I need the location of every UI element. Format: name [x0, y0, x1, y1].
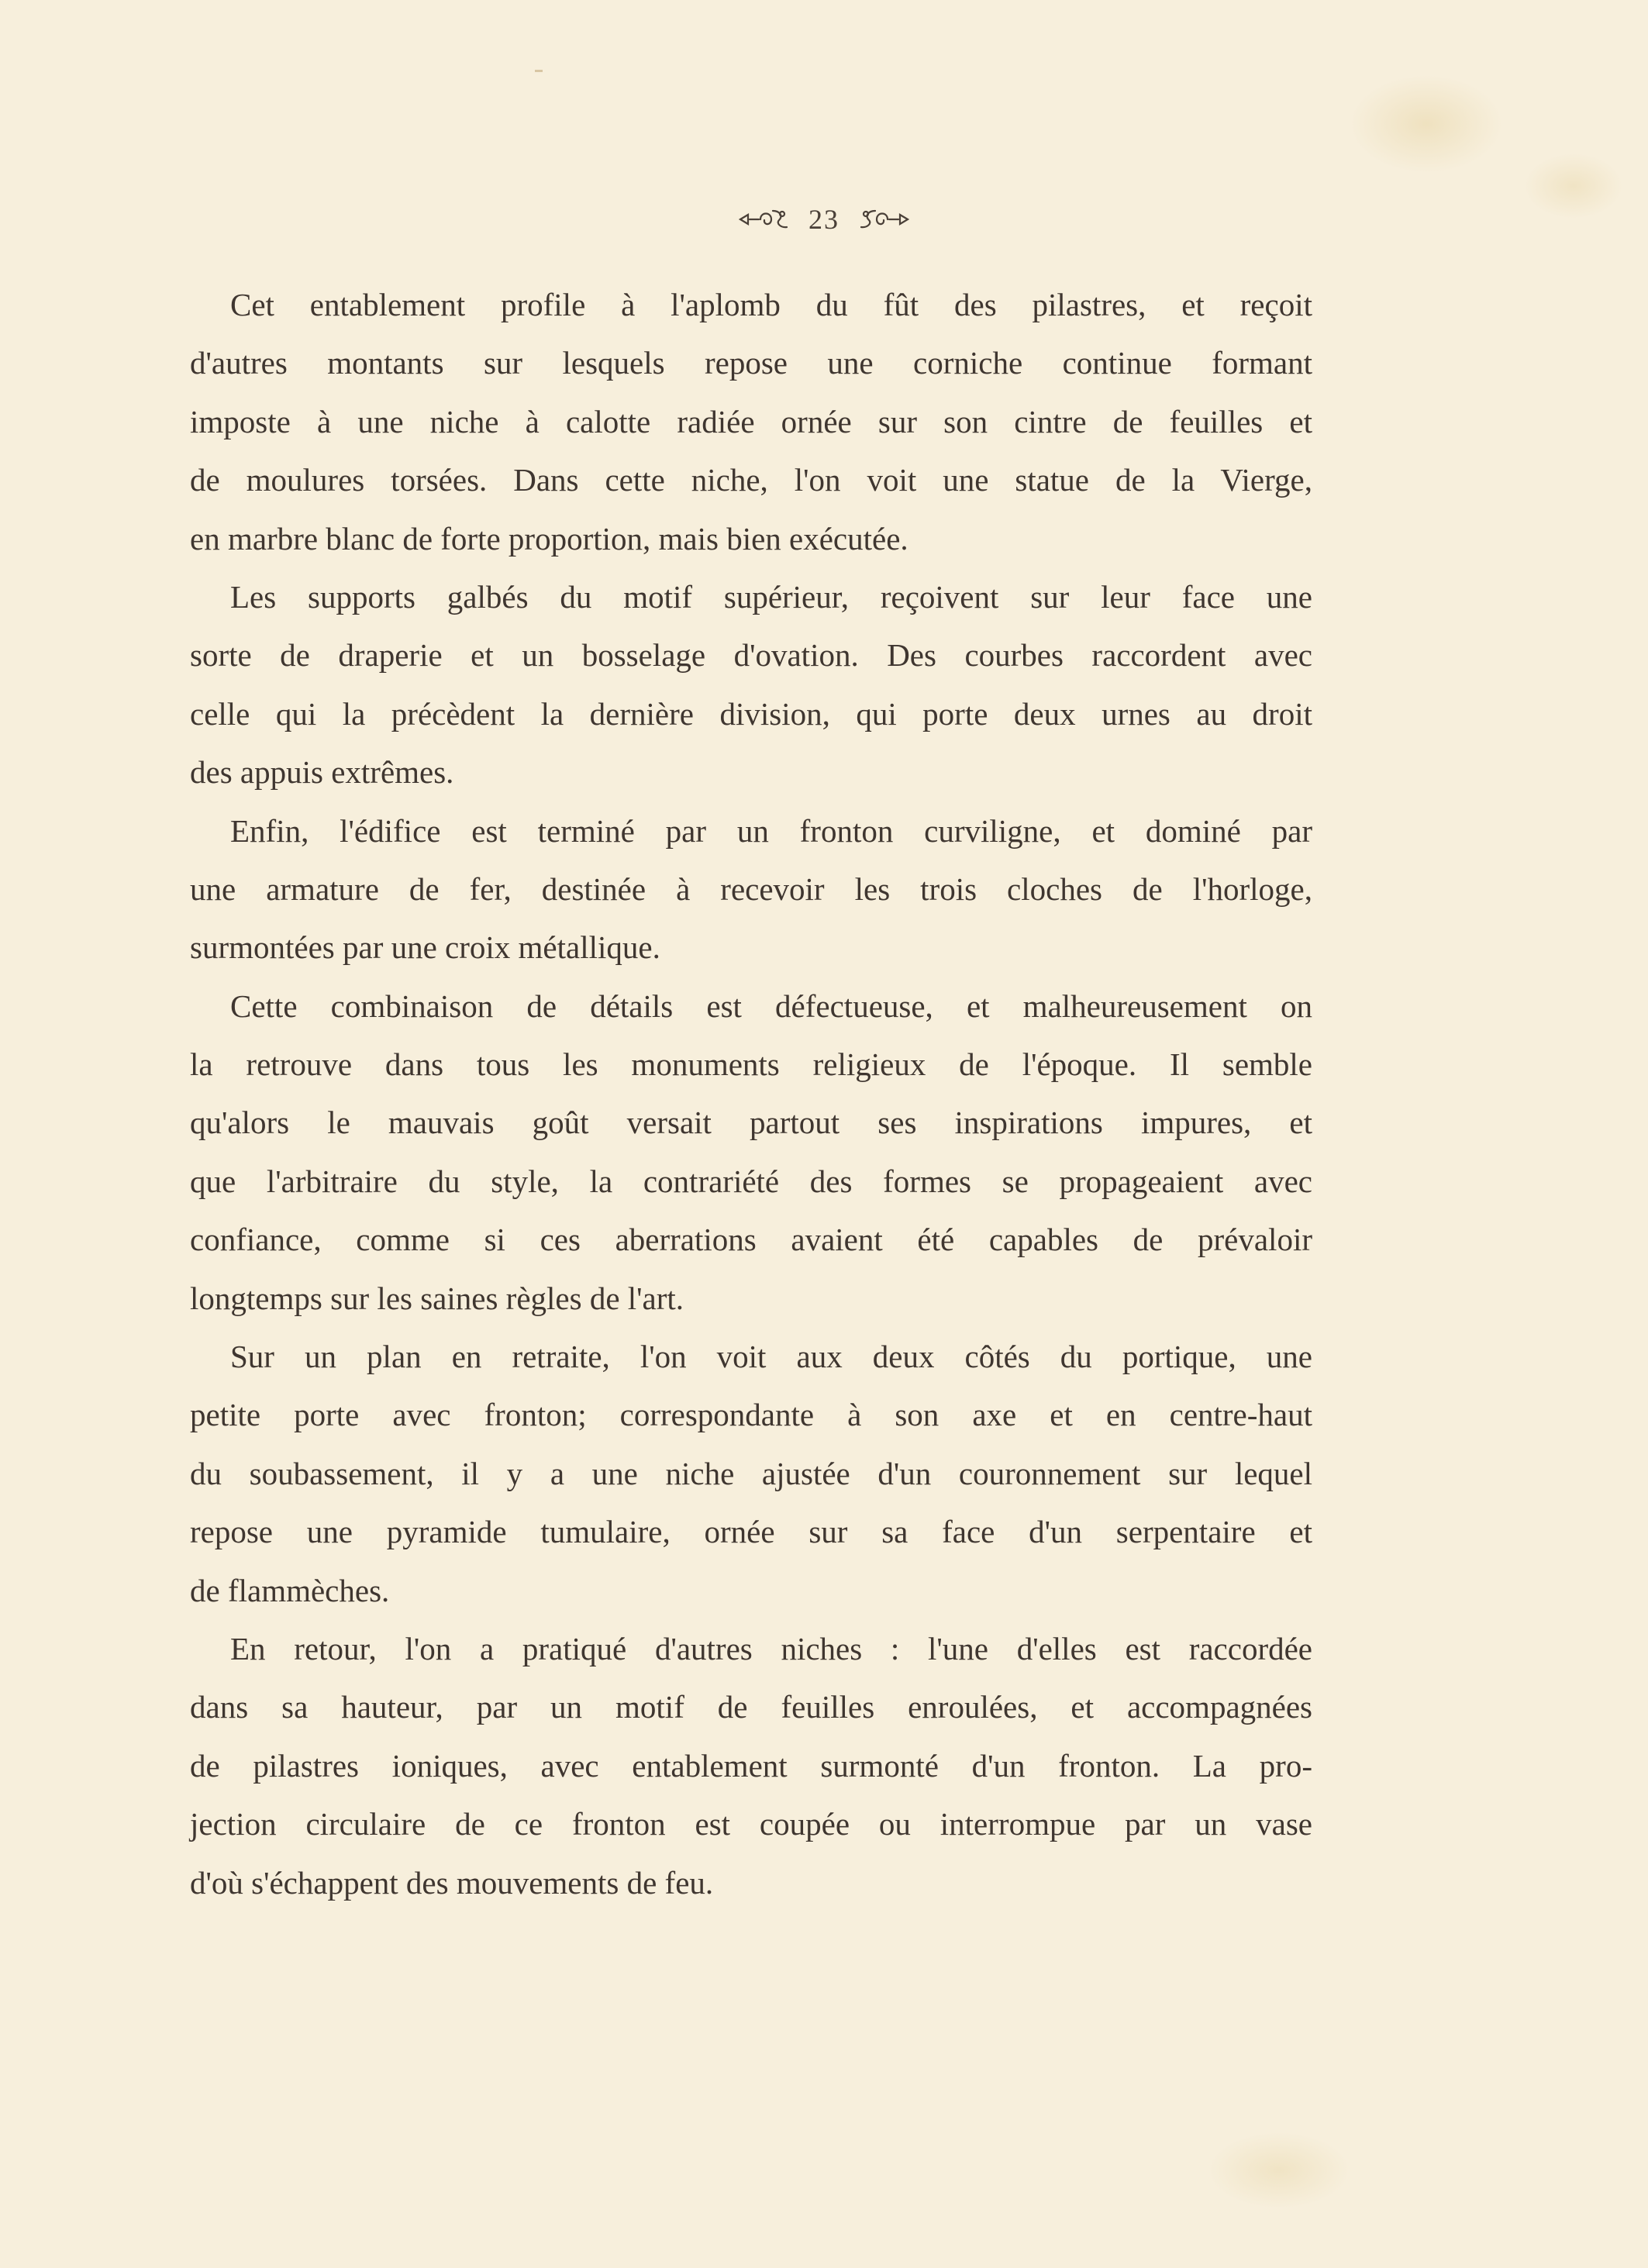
text-line: longtemps sur les saines règles de l'art. — [190, 1280, 684, 1316]
paragraph — [190, 568, 1312, 802]
text-line: jection circulaire de ce fronton est coupée ou interrompue par un vase — [190, 1806, 1312, 1842]
text-line: repose une pyramide tumulaire, ornée sur sa face d'un serpentaire et — [190, 1514, 1312, 1550]
text-line: Cet entablement profile à l'aplomb du fût des pilastres, et reçoit — [230, 287, 1312, 322]
paragraph — [190, 1328, 1312, 1620]
text-line: sorte de draperie et un bosselage d'ovation. Des courbes raccordent avec — [190, 637, 1312, 674]
paper-speck — [535, 70, 543, 72]
text-line: la retrouve dans tous les monuments religieux de l'époque. Il semble — [190, 1046, 1312, 1083]
text-line: Sur un plan en retraite, l'on voit aux deux côtés du portique, une — [230, 1339, 1312, 1375]
text-line: de pilastres ioniques, avec entablement surmonté d'un fronton. La pro- — [190, 1747, 1312, 1784]
text-line: en marbre blanc de forte proportion, mais bien exécutée. — [190, 520, 908, 557]
left-scroll-ornament-icon — [737, 206, 791, 233]
text-line: imposte à une niche à calotte radiée ornée sur son cintre de feuilles et — [190, 403, 1312, 439]
text-line: Cette combinaison de détails est défectueuse, et malheureusement on — [230, 988, 1312, 1024]
text-line: des appuis extrêmes. — [190, 754, 454, 791]
text-line: petite porte avec fronton; correspondante à son axe et en centre-haut — [190, 1397, 1312, 1433]
text-line: une armature de fer, destinée à recevoir les trois cloches de l'horloge, — [190, 870, 1312, 907]
text-line: celle qui la précèdent la dernière division, qui porte deux urnes au droit — [190, 695, 1312, 732]
text-line: d'autres montants sur lesquels repose une corniche continue formant — [190, 345, 1312, 381]
paragraph — [190, 977, 1312, 1328]
text-line: de flammèches. — [190, 1572, 390, 1608]
body-text — [190, 276, 1312, 1912]
text-line: du soubassement, il y a une niche ajustée d'un couronnement sur lequel — [190, 1455, 1312, 1491]
text-line: de moulures torsées. Dans cette niche, l'on voit une statue de la Vierge, — [190, 462, 1312, 498]
running-head — [0, 200, 1648, 239]
text-line: dans sa hauteur, par un motif de feuilles enroulées, et accompagnées — [190, 1689, 1312, 1725]
page-number: 23 — [808, 204, 840, 235]
paragraph — [190, 276, 1312, 568]
text-line: Les supports galbés du motif supérieur, reçoivent sur leur face une — [230, 578, 1312, 615]
text-line: surmontées par une croix métallique. — [190, 929, 660, 966]
text-line: En retour, l'on a pratiqué d'autres niches : l'une d'elles est raccordée — [230, 1630, 1312, 1667]
text-line: d'où s'échappent des mouvements de feu. — [190, 1864, 714, 1901]
text-line: que l'arbitraire du style, la contrariété des formes se propageaient avec — [190, 1163, 1312, 1199]
right-scroll-ornament-icon — [857, 206, 911, 233]
text-line: qu'alors le mauvais goût versait partout ses inspirations impures, et — [190, 1105, 1312, 1141]
text-line: Enfin, l'édifice est terminé par un fronton curviligne, et dominé par — [230, 812, 1312, 849]
paragraph — [190, 1620, 1312, 1912]
paragraph — [190, 802, 1312, 977]
text-line: confiance, comme si ces aberrations avaient été capables de prévaloir — [190, 1222, 1312, 1258]
